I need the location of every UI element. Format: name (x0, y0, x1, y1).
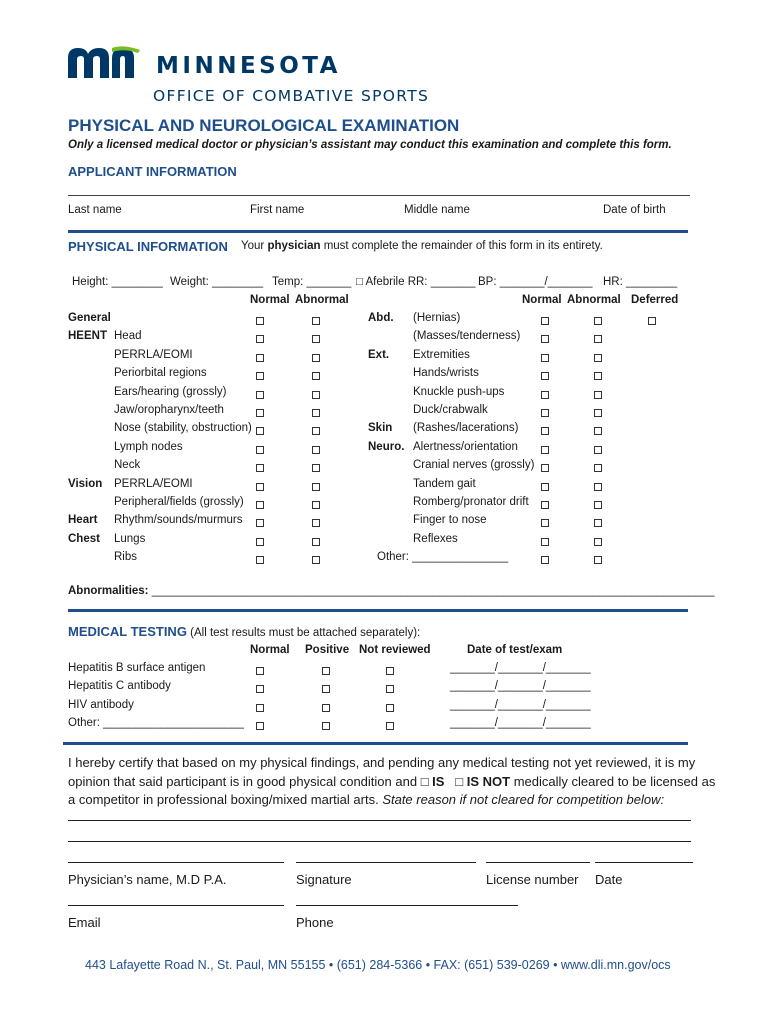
left-col-abnormal: Abnormal (295, 294, 349, 306)
physical-heading: PHYSICAL INFORMATION (68, 239, 228, 254)
exam-item-label: Rhythm/sounds/murmurs (114, 514, 243, 527)
normal-checkbox[interactable] (541, 446, 549, 454)
normal-checkbox[interactable] (541, 427, 549, 435)
exam-item-label: Jaw/oropharynx/teeth (114, 404, 224, 416)
testing-col-date: Date of test/exam (467, 644, 563, 656)
test-name-label: HIV antibody (68, 698, 134, 711)
normal-checkbox[interactable] (541, 354, 549, 362)
physician-name-line[interactable] (68, 862, 284, 863)
normal-checkbox[interactable] (541, 519, 549, 527)
exam-item-label: Finger to nose (413, 514, 487, 527)
footer-address: 443 Lafayette Road N., St. Paul, MN 55155 • (651) 284-5366 • FAX: (651) 539-0269 • www.dli.mn.gov/ocs (85, 958, 671, 972)
is-not-cleared-checkbox[interactable]: □ IS NOT (455, 774, 511, 789)
abnormal-checkbox[interactable] (312, 317, 320, 325)
certify-line-3: a competitor in professional boxing/mixed martial arts. State reason if not cleared for competition below: (68, 792, 665, 807)
exam-group-label: Heart (68, 514, 98, 527)
exam-item-label: Duck/crabwalk (413, 404, 488, 416)
signature-label: Signature (296, 872, 352, 887)
normal-checkbox[interactable] (541, 317, 549, 325)
normal-checkbox[interactable] (541, 409, 549, 417)
exam-item-label: Periorbital regions (114, 367, 207, 380)
exam-item-label: (Masses/tenderness) (413, 330, 521, 343)
right-col-normal: Normal (522, 294, 562, 306)
exam-item-label[interactable]: Other: _______________ (377, 551, 509, 564)
date-of-birth-field[interactable]: Date of birth (603, 204, 666, 216)
exam-item-label: Reflexes (413, 532, 458, 545)
logo-org-name: MINNESOTA (156, 53, 341, 79)
abnormal-checkbox[interactable] (312, 335, 320, 343)
applicant-bottom-rule (68, 230, 688, 233)
test-date-field[interactable]: _______/_______/_______ (450, 680, 591, 693)
signature-line[interactable] (296, 862, 476, 863)
normal-checkbox[interactable] (541, 372, 549, 380)
abnormal-checkbox[interactable] (312, 354, 320, 362)
page-title: PHYSICAL AND NEUROLOGICAL EXAMINATION (68, 116, 460, 135)
normal-checkbox[interactable] (256, 391, 264, 399)
right-col-abnormal: Abnormal (567, 294, 621, 306)
exam-group-label: Vision (68, 477, 103, 490)
abnormal-checkbox[interactable] (594, 464, 602, 472)
abnormalities-field[interactable]: Abnormalities: ________________________________________________________________________________________ (68, 585, 715, 597)
abnormal-checkbox[interactable] (594, 501, 602, 509)
normal-checkbox[interactable] (256, 483, 264, 491)
height-field[interactable]: Height: ________ (72, 276, 163, 288)
abnormal-checkbox[interactable] (594, 354, 602, 362)
abnormal-checkbox[interactable] (312, 556, 320, 564)
test-not-reviewed-checkbox[interactable] (386, 667, 394, 675)
test-normal-checkbox[interactable] (256, 685, 264, 693)
certify-line-2: opinion that said participant is in good physical condition and □ IS □ IS NOT medically cleared to be licensed as (68, 774, 716, 789)
exam-item-label: Lungs (114, 532, 146, 545)
abnormal-checkbox[interactable] (594, 538, 602, 546)
exam-item-label: Extremities (413, 348, 470, 361)
test-normal-checkbox[interactable] (256, 722, 264, 730)
testing-bottom-rule (63, 742, 688, 745)
test-normal-checkbox[interactable] (256, 667, 264, 675)
normal-checkbox[interactable] (541, 556, 549, 564)
abnormal-checkbox[interactable] (594, 391, 602, 399)
exam-item-label: Romberg/pronator drift (413, 496, 529, 508)
hr-field[interactable]: HR: ________ (603, 276, 678, 288)
test-name-label: Hepatitis B surface antigen (68, 662, 206, 674)
exam-item-label: Knuckle push-ups (413, 385, 505, 398)
exam-group-label: Abd. (368, 312, 394, 324)
exam-item-label: PERRLA/EOMI (114, 348, 193, 361)
abnormal-checkbox[interactable] (312, 464, 320, 472)
applicant-heading: APPLICANT INFORMATION (68, 164, 237, 179)
exam-group-label: Skin (368, 422, 393, 435)
bp-field[interactable]: BP: _______/_______ (478, 276, 593, 288)
test-name-label[interactable]: Other: ______________________ (68, 716, 244, 729)
afebrile-rr-field[interactable]: □ Afebrile RR: _______ (356, 276, 476, 288)
abnormal-checkbox[interactable] (312, 372, 320, 380)
normal-checkbox[interactable] (256, 556, 264, 564)
normal-checkbox[interactable] (256, 409, 264, 417)
physician-name-label: Physician’s name, M.D P.A. (68, 872, 227, 887)
applicant-divider (68, 195, 690, 196)
abnormal-checkbox[interactable] (594, 317, 602, 325)
test-name-label: Hepatitis C antibody (68, 680, 171, 693)
normal-checkbox[interactable] (256, 317, 264, 325)
exam-group-label: HEENT (68, 330, 107, 343)
physical-bottom-rule (68, 609, 688, 612)
normal-checkbox[interactable] (541, 483, 549, 491)
reason-line-2[interactable] (68, 841, 691, 842)
normal-checkbox[interactable] (541, 464, 549, 472)
abnormal-checkbox[interactable] (594, 372, 602, 380)
exam-item-label: Lymph nodes (114, 440, 183, 453)
test-not-reviewed-checkbox[interactable] (386, 685, 394, 693)
first-name-field[interactable]: First name (250, 204, 305, 216)
test-date-field[interactable]: _______/_______/_______ (450, 662, 591, 674)
normal-checkbox[interactable] (256, 335, 264, 343)
middle-name-field[interactable]: Middle name (404, 204, 470, 216)
abnormal-checkbox[interactable] (312, 483, 320, 491)
exam-group-label: Chest (68, 532, 100, 545)
exam-group-label: Ext. (368, 348, 390, 361)
test-not-reviewed-checkbox[interactable] (386, 722, 394, 730)
abnormal-checkbox[interactable] (594, 446, 602, 454)
test-not-reviewed-checkbox[interactable] (386, 704, 394, 712)
exam-item-label: Hands/wrists (413, 367, 479, 380)
abnormal-checkbox[interactable] (594, 335, 602, 343)
exam-item-label: Head (114, 330, 142, 343)
normal-checkbox[interactable] (256, 519, 264, 527)
right-col-deferred: Deferred (631, 294, 679, 306)
logo-office-name: OFFICE OF COMBATIVE SPORTS (153, 87, 430, 105)
reason-line-1[interactable] (68, 820, 691, 821)
test-positive-checkbox[interactable] (322, 722, 330, 730)
exam-item-label: Tandem gait (413, 477, 476, 490)
email-label: Email (68, 915, 101, 930)
normal-checkbox[interactable] (541, 335, 549, 343)
exam-item-label: Ears/hearing (grossly) (114, 385, 227, 398)
deferred-checkbox[interactable] (648, 317, 656, 325)
temp-field[interactable]: Temp: _______ (272, 276, 352, 288)
abnormal-checkbox[interactable] (312, 427, 320, 435)
normal-checkbox[interactable] (541, 538, 549, 546)
normal-checkbox[interactable] (541, 501, 549, 509)
normal-checkbox[interactable] (256, 464, 264, 472)
testing-col-not-reviewed: Not reviewed (359, 644, 431, 656)
abnormal-checkbox[interactable] (594, 519, 602, 527)
abnormal-checkbox[interactable] (312, 519, 320, 527)
mn-logo-icon (68, 44, 144, 80)
certify-line-1: I hereby certify that based on my physical findings, and pending any medical testing not yet reviewed, it is my (68, 755, 696, 770)
exam-item-label: PERRLA/EOMI (114, 477, 193, 490)
abnormal-checkbox[interactable] (312, 501, 320, 509)
test-normal-checkbox[interactable] (256, 704, 264, 712)
phone-line[interactable] (296, 905, 518, 906)
exam-group-label: Neuro. (368, 440, 405, 453)
last-name-field[interactable]: Last name (68, 204, 122, 216)
normal-checkbox[interactable] (256, 354, 264, 362)
test-positive-checkbox[interactable] (322, 704, 330, 712)
email-line[interactable] (68, 905, 284, 906)
exam-item-label: Neck (114, 459, 141, 472)
test-positive-checkbox[interactable] (322, 667, 330, 675)
abnormal-checkbox[interactable] (594, 556, 602, 564)
page-note: Only a licensed medical doctor or physician’s assistant may conduct this examination and complete this form. (68, 139, 672, 151)
test-positive-checkbox[interactable] (322, 685, 330, 693)
exam-item-label: Nose (stability, obstruction) (114, 422, 252, 435)
license-number-label: License number (486, 872, 579, 887)
exam-group-label: General (68, 312, 111, 324)
mn-logo (68, 44, 144, 85)
exam-item-label: (Rashes/lacerations) (413, 422, 519, 435)
normal-checkbox[interactable] (256, 427, 264, 435)
license-number-line[interactable] (486, 862, 590, 863)
physical-note: Your physician must complete the remainder of this form in its entirety. (241, 240, 603, 252)
exam-item-label: Peripheral/fields (grossly) (114, 496, 244, 508)
exam-item-label: Ribs (114, 551, 138, 564)
abnormal-checkbox[interactable] (312, 538, 320, 546)
is-cleared-checkbox[interactable]: □ IS (420, 774, 445, 789)
normal-checkbox[interactable] (541, 391, 549, 399)
exam-item-label: Alertness/orientation (413, 440, 518, 453)
abnormal-checkbox[interactable] (312, 409, 320, 417)
normal-checkbox[interactable] (256, 446, 264, 454)
exam-item-label: (Hernias) (413, 312, 461, 324)
abnormal-checkbox[interactable] (594, 427, 602, 435)
test-date-field[interactable]: _______/_______/_______ (450, 698, 591, 711)
test-date-field[interactable]: _______/_______/_______ (450, 716, 591, 729)
phone-label: Phone (296, 915, 334, 930)
normal-checkbox[interactable] (256, 501, 264, 509)
abnormal-checkbox[interactable] (594, 483, 602, 491)
left-col-normal: Normal (250, 294, 290, 306)
exam-item-label: Cranial nerves (grossly) (413, 459, 535, 472)
normal-checkbox[interactable] (256, 538, 264, 546)
abnormal-checkbox[interactable] (312, 391, 320, 399)
testing-col-normal: Normal (250, 644, 290, 656)
abnormal-checkbox[interactable] (594, 409, 602, 417)
testing-heading: MEDICAL TESTING (All test results must be attached separately): (68, 624, 421, 639)
date-line[interactable] (595, 862, 693, 863)
weight-field[interactable]: Weight: ________ (170, 276, 264, 288)
testing-col-positive: Positive (305, 644, 350, 656)
abnormal-checkbox[interactable] (312, 446, 320, 454)
date-label: Date (595, 872, 623, 887)
normal-checkbox[interactable] (256, 372, 264, 380)
